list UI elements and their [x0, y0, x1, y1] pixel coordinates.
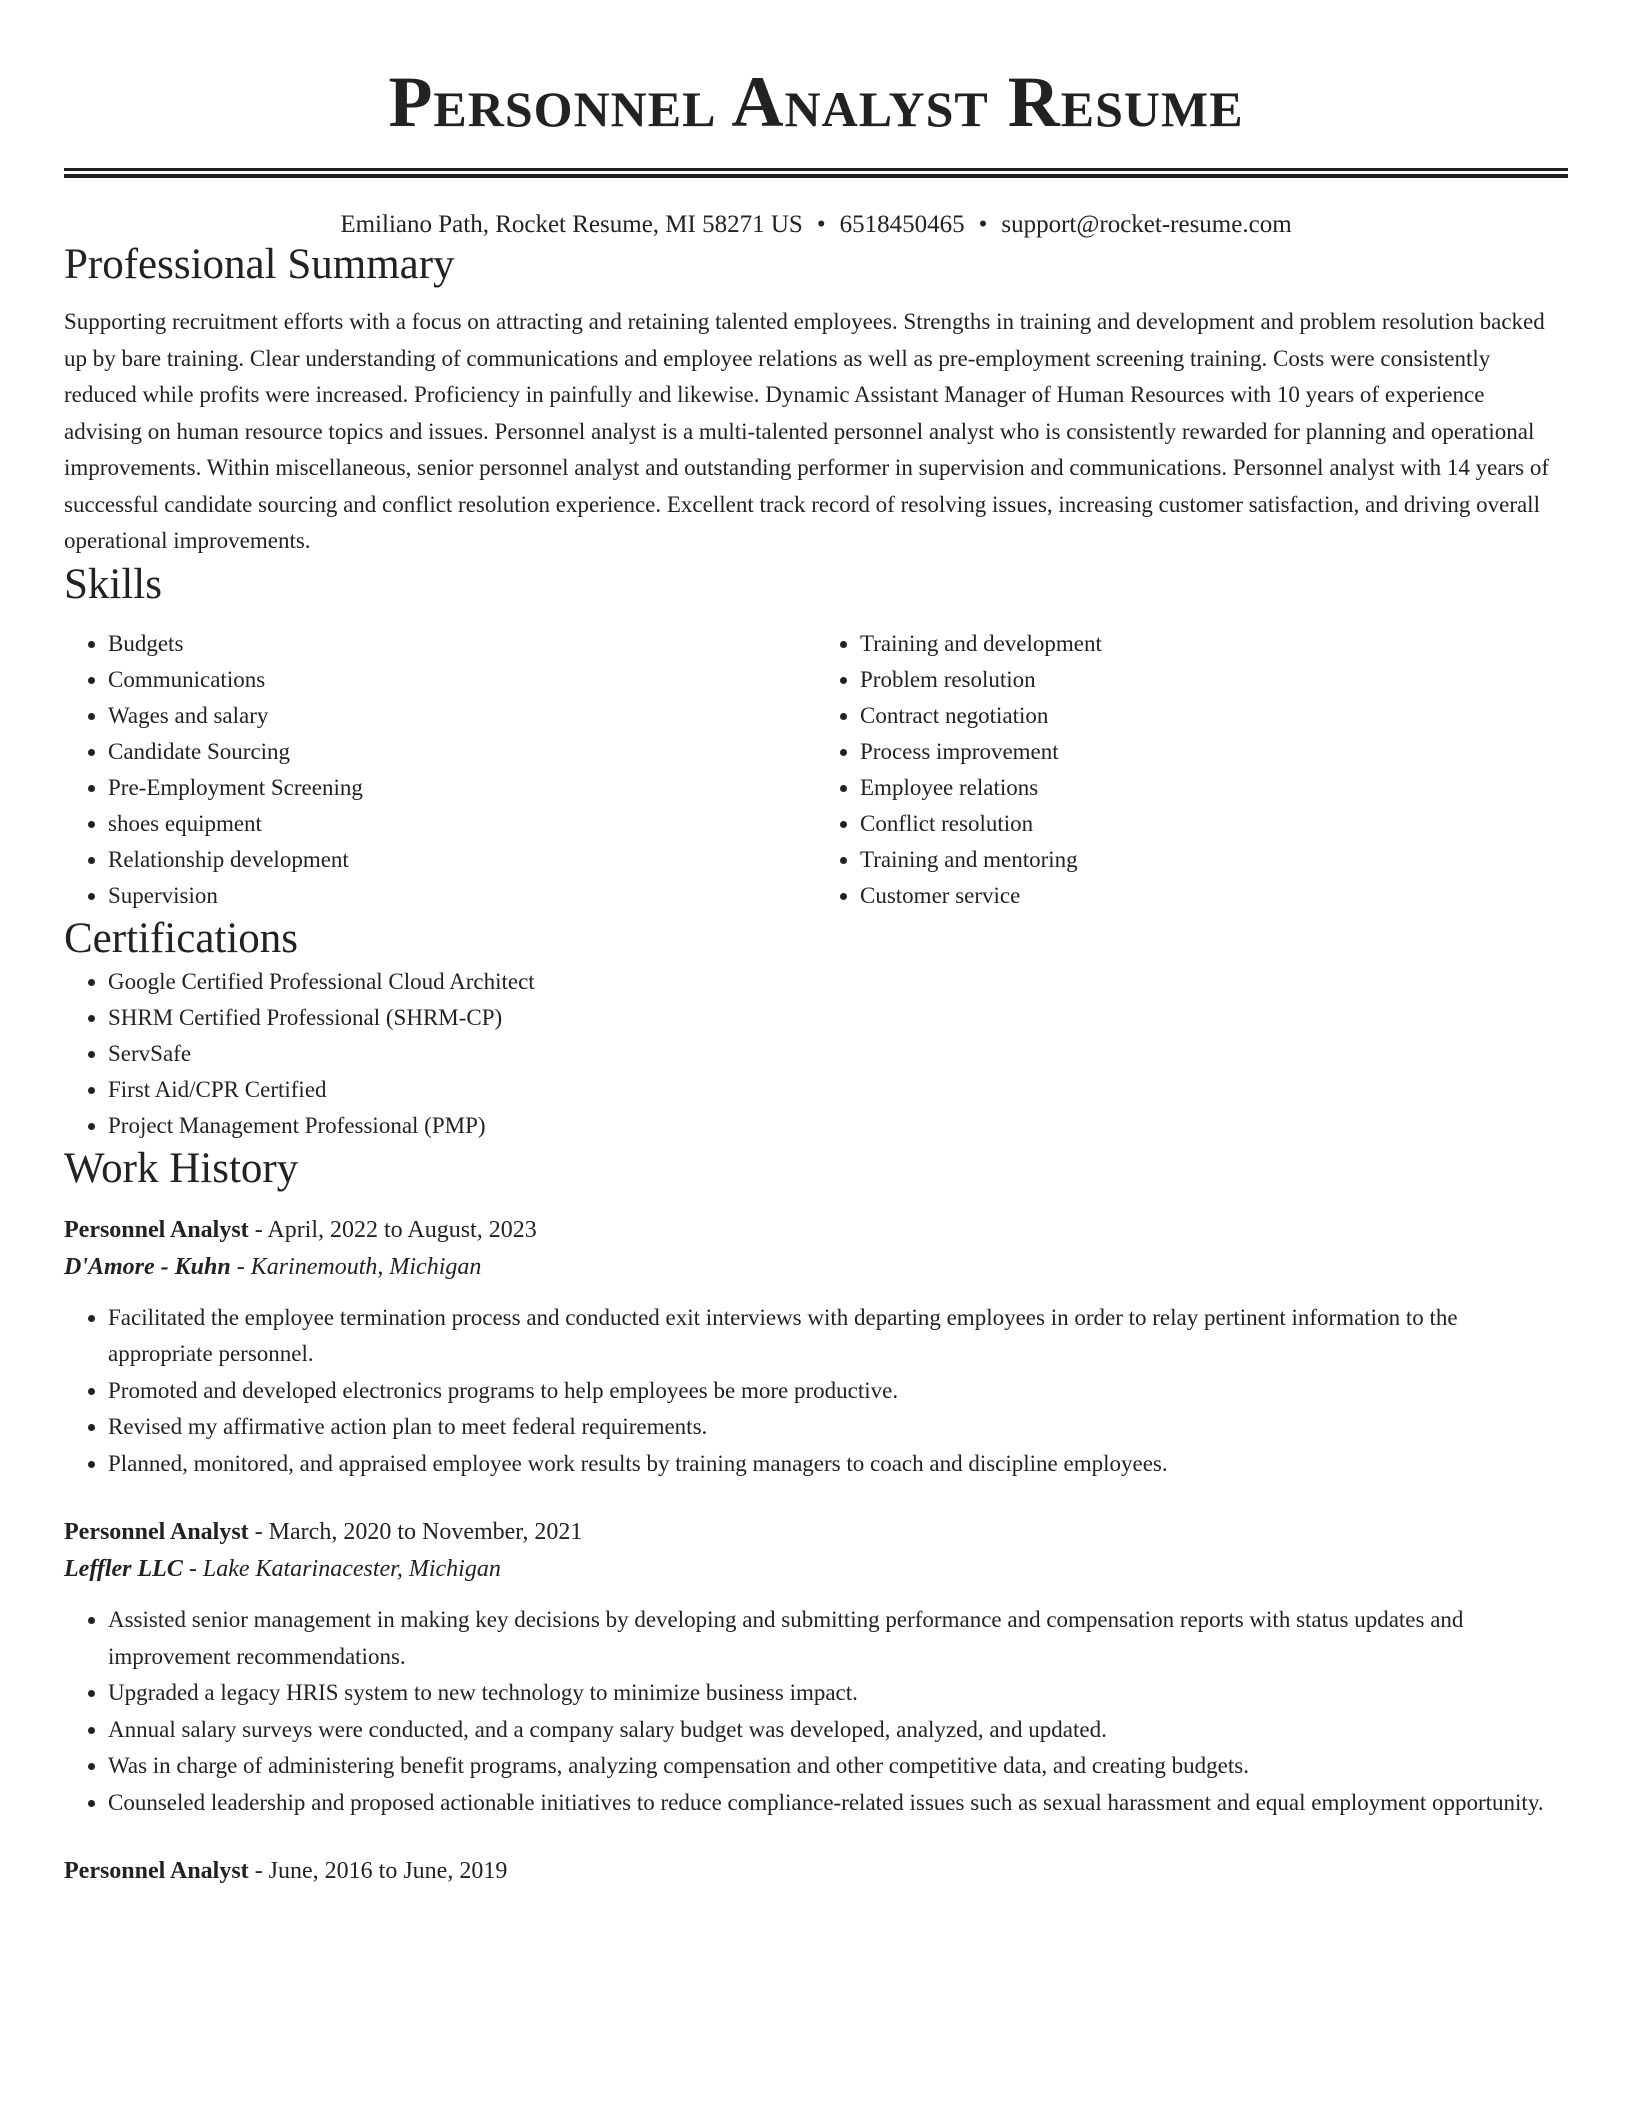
skill-item: • Contract negotiation: [860, 698, 1568, 734]
skill-item: • Wages and salary: [108, 698, 816, 734]
skill-item: • Conflict resolution: [860, 806, 1568, 842]
job-company: D'Amore - Kuhn: [64, 1253, 231, 1280]
job-title-line: [64, 1212, 1568, 1248]
skill-item: • Candidate Sourcing: [108, 734, 816, 770]
job-title-line: [64, 1514, 1568, 1550]
job-duty: • Promoted and developed electronics programs to help employees be more productive.: [108, 1373, 1568, 1410]
contact-line: [64, 210, 1568, 240]
job-duty: • Was in charge of administering benefit programs, analyzing compensation and other competitive data, and creating budgets.: [108, 1748, 1568, 1785]
summary-text: Supporting recruitment efforts with a focus on attracting and retaining talented employees. Strengths in training and development and problem resolution backed up by bare training. Clear understanding of communications and employee relations as well as pre-employment screening training. Costs were consistently reduced while profits were increased. Proficiency in painfully and likewise. Dynamic Assistant Manager of Human Resources with 10 years of experience advising on human resource topics and issues. Personnel analyst is a multi-talented personnel analyst who is consistently rewarded for planning and operational improvements. Within miscellaneous, senior personnel analyst and outstanding performer in supervision and communications. Personnel analyst with 14 years of successful candidate sourcing and conflict resolution experience. Excellent track record of resolving issues, increasing customer satisfaction, and driving overall operational improvements.: [64, 309, 1550, 553]
skills-list-right: [816, 626, 1568, 914]
section-heading-certifications: Certifications: [64, 914, 299, 962]
job-title: Personnel Analyst: [64, 1216, 249, 1243]
section-heading-summary: Professional Summary: [64, 241, 455, 288]
bullet-separator: •: [816, 211, 826, 238]
skill-item: • Employee relations: [860, 770, 1568, 806]
certification-item: • ServSafe: [108, 1036, 1568, 1072]
skill-item: • Relationship development: [108, 842, 816, 878]
job-duty: • Annual salary surveys were conducted, and a company salary budget was developed, analyzed, and updated.: [108, 1712, 1568, 1749]
skill-item: • Process improvement: [860, 734, 1568, 770]
job-duty: • Upgraded a legacy HRIS system to new technology to minimize business impact.: [108, 1675, 1568, 1712]
resume-title: Personnel Analyst Resume: [388, 62, 1244, 142]
contact-phone: 6518450465: [839, 211, 965, 238]
contact-email: support@rocket-resume.com: [1001, 211, 1292, 238]
skills-columns: [64, 626, 1568, 914]
certification-item: • Google Certified Professional Cloud Architect: [108, 964, 1568, 1000]
job-duties: [64, 1300, 1568, 1483]
skill-item: • Budgets: [108, 626, 816, 662]
skill-item: • Problem resolution: [860, 662, 1568, 698]
job-dates: - April, 2022 to August, 2023: [248, 1216, 537, 1243]
title-divider: [64, 168, 1568, 178]
skill-item: • Communications: [108, 662, 816, 698]
bullet-separator: •: [978, 211, 988, 238]
job-title: Personnel Analyst: [64, 1858, 249, 1884]
job-entry: [64, 1212, 1568, 1483]
section-heading-work-history: Work History: [64, 1144, 299, 1192]
job-dates: - March, 2020 to November, 2021: [248, 1519, 583, 1545]
skill-item: • Pre-Employment Screening: [108, 770, 816, 806]
certification-item: • First Aid/CPR Certified: [108, 1072, 1568, 1108]
job-duty: • Planned, monitored, and appraised employee work results by training managers to coach and discipline employees.: [108, 1446, 1568, 1483]
skill-item: • Supervision: [108, 878, 816, 914]
section-heading-skills: Skills: [64, 560, 162, 608]
job-dates: - June, 2016 to June, 2019: [248, 1858, 508, 1884]
skill-item: • shoes equipment: [108, 806, 816, 842]
job-duty: • Revised my affirmative action plan to meet federal requirements.: [108, 1409, 1568, 1446]
job-location: - Karinemouth, Michigan: [230, 1253, 482, 1280]
skill-item: • Training and mentoring: [860, 842, 1568, 878]
job-title: Personnel Analyst: [64, 1519, 249, 1545]
job-duties: [64, 1602, 1568, 1821]
job-duty: • Facilitated the employee termination process and conducted exit interviews with departing employees in order to relay pertinent information to the appropriate personnel.: [108, 1300, 1568, 1373]
skill-item: • Customer service: [860, 878, 1568, 914]
certification-item: • SHRM Certified Professional (SHRM-CP): [108, 1000, 1568, 1036]
job-duty: • Assisted senior management in making key decisions by developing and submitting performance and compensation reports with status updates and improvement recommendations.: [108, 1602, 1568, 1675]
certifications-list: [64, 964, 1568, 1144]
job-entry: [64, 1853, 1568, 1889]
skill-item: • Training and development: [860, 626, 1568, 662]
contact-address: Emiliano Path, Rocket Resume, MI 58271 US: [340, 211, 803, 238]
job-company: Leffler LLC: [64, 1556, 183, 1582]
certification-item: • Project Management Professional (PMP): [108, 1108, 1568, 1144]
job-company-line: [64, 1550, 1568, 1588]
job-entry: [64, 1514, 1568, 1821]
job-title-line: [64, 1853, 1568, 1889]
job-company-line: [64, 1248, 1568, 1286]
job-location: - Lake Katarinacester, Michigan: [182, 1556, 501, 1582]
job-duty: • Counseled leadership and proposed actionable initiatives to reduce compliance-related issues such as sexual harassment and equal employment opportunity.: [108, 1785, 1568, 1822]
skills-list-left: [64, 626, 816, 914]
